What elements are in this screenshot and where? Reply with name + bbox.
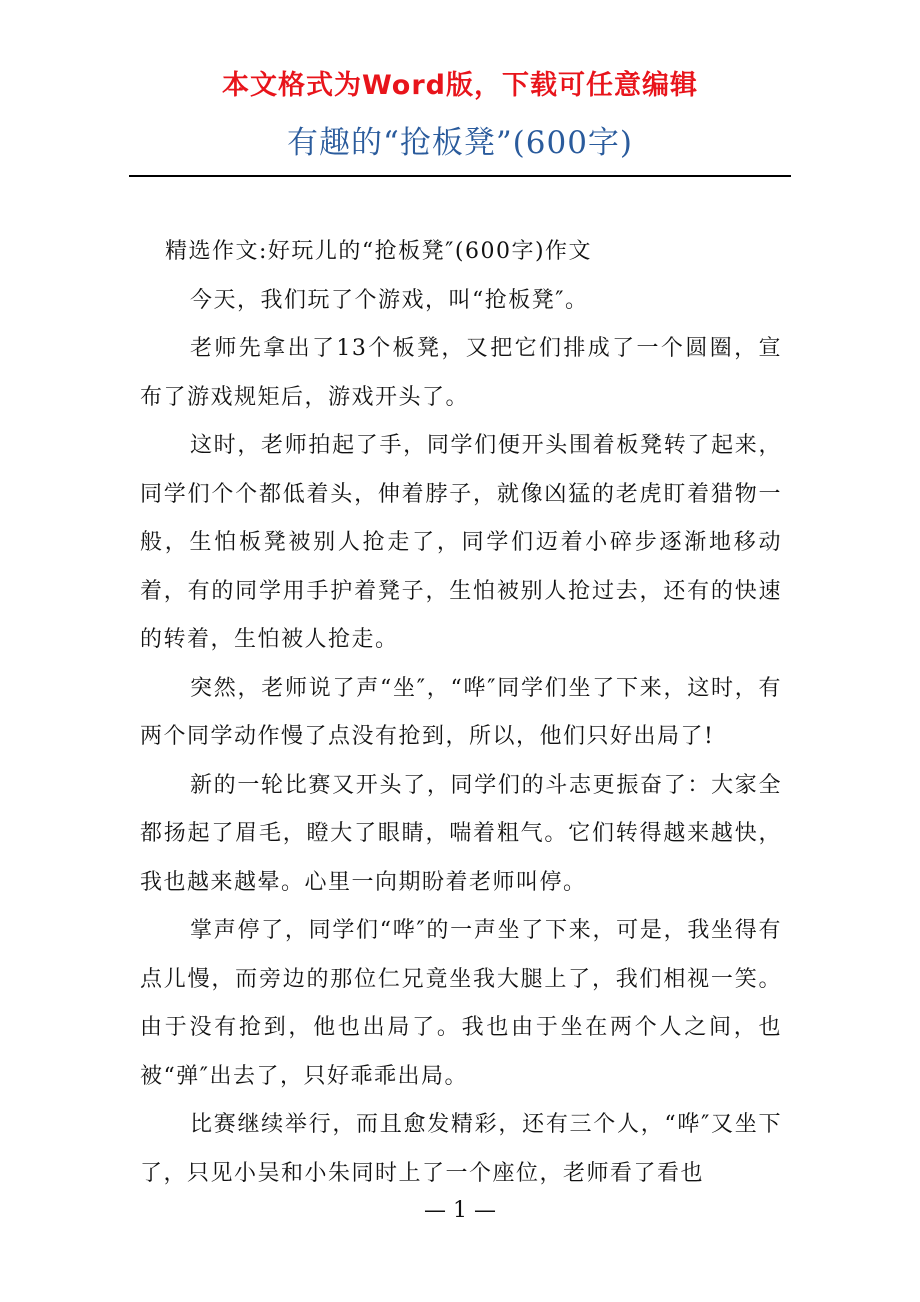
paragraph: 老师先拿出了13个板凳，又把它们排成了一个圆圈，宣布了游戏规矩后，游戏开头了。	[140, 336, 782, 410]
article-body	[140, 228, 782, 1198]
title-divider	[129, 175, 791, 177]
download-banner: 本文格式为Word版，下载可任意编辑	[221, 70, 698, 101]
paragraph: 今天，我们玩了个游戏，叫“抢板凳″。	[190, 287, 589, 313]
paragraph-subtitle: 精选作文:好玩儿的“抢板凳″(600字)作文	[165, 239, 593, 264]
paragraph: 掌声停了，同学们“哗″的一声坐了下来，可是，我坐得有点儿慢，而旁边的那位仁兄竟坐我大腿上了，我们相视一笑。由于没有抢到，他也出局了。我也由于坐在两个人之间，也被“弹″出去了，只好乖乖出局。	[140, 918, 782, 1089]
page-number: — 1 —	[424, 1198, 496, 1223]
paragraph: 突然，老师说了声“坐″，“哗″同学们坐了下来，这时，有两个同学动作慢了点没有抢到，所以，他们只好出局了!	[140, 675, 782, 749]
document-title: 有趣的“抢板凳”(600字)	[286, 125, 634, 161]
paragraph: 比赛继续举行，而且愈发精彩，还有三个人，“哗″又坐下了，只见小吴和小朱同时上了一个座位，老师看了看也	[140, 1112, 782, 1186]
paragraph: 这时，老师拍起了手，同学们便开头围着板凳转了起来，同学们个个都低着头，伸着脖子，就像凶猛的老虎盯着猎物一般，生怕板凳被别人抢走了，同学们迈着小碎步逐渐地移动着，有的同学用手护着凳子，生怕被别人抢过去，还有的快速的转着，生怕被人抢走。	[140, 433, 782, 652]
paragraph: 新的一轮比赛又开头了，同学们的斗志更振奋了：大家全都扬起了眉毛，瞪大了眼睛，喘着粗气。它们转得越来越快，我也越来越晕。心里一向期盼着老师叫停。	[140, 772, 782, 895]
